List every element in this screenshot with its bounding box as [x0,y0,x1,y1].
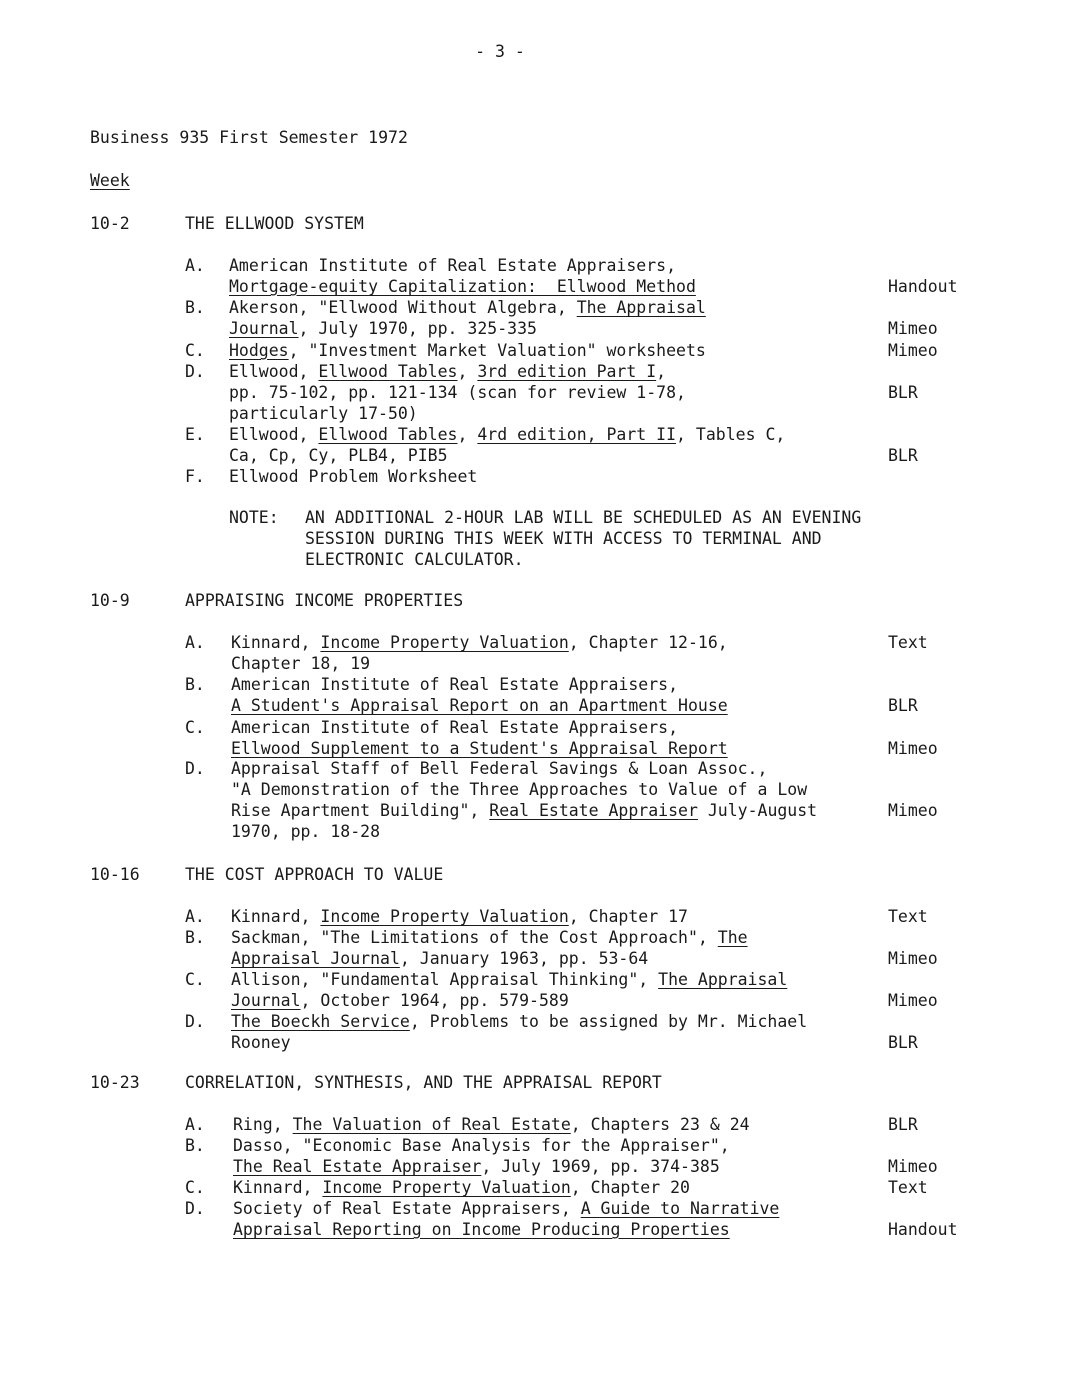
item-letter: D. [185,1012,205,1031]
underlined-title: A Guide to Narrative [580,1199,780,1218]
citation-line [229,383,686,402]
note-line: ELECTRONIC CALCULATOR. [305,550,524,569]
citation-line [229,425,785,444]
citation-text: , Chapter 12-16, [568,633,728,652]
source-type: Mimeo [888,319,938,338]
source-type: Mimeo [888,991,938,1010]
underlined-title: The Boeckh Service [231,1012,410,1031]
citation-text: , Chapter 17 [568,907,688,926]
citation-text: Ca, Cp, Cy, PLB4, PIB5 [229,446,448,465]
source-type: BLR [888,1033,918,1052]
citation-line [231,633,728,652]
item-letter: A. [185,1115,205,1134]
citation-text: Ring, [233,1115,293,1134]
item-letter: D. [185,1199,205,1218]
item-letter: D. [185,362,205,381]
citation-line [233,1199,779,1218]
citation-text: , Chapters 23 & 24 [570,1115,750,1134]
underlined-title: Appraisal Reporting on Income Producing Properties [233,1220,730,1239]
citation-line [233,1115,750,1134]
item-letter: B. [185,928,205,947]
citation-text: Rise Apartment Building", [231,801,490,820]
underlined-title: Income Property Valuation [320,633,569,652]
citation-text: Akerson, "Ellwood Without Algebra, [229,298,577,317]
citation-line [233,1220,730,1239]
citation-line [229,467,477,486]
underlined-title: 3rd edition Part I [477,362,657,381]
citation-line [229,298,706,317]
citation-line [231,949,648,968]
citation-text: Kinnard, [231,907,321,926]
item-letter: A. [185,633,205,652]
citation-text: Dasso, "Economic Base Analysis for the Appraiser", [233,1136,730,1155]
citation-text: , [457,425,478,444]
source-type: Handout [888,277,958,296]
source-type: Mimeo [888,739,938,758]
citation-line [231,718,678,737]
source-type: Mimeo [888,949,938,968]
source-type: Handout [888,1220,958,1239]
citation-text: Kinnard, [231,633,321,652]
underlined-title: 4rd edition, Part II [477,425,677,444]
citation-line [231,907,688,926]
citation-line [229,319,537,338]
citation-line [231,1012,807,1031]
citation-line [231,1033,291,1052]
citation-line [231,822,380,841]
source-type: BLR [888,446,918,465]
citation-text: pp. 75-102, pp. 121-134 (scan for review 1-78, [229,383,686,402]
page-number: - 3 - [475,42,525,61]
underlined-title: The Valuation of Real Estate [292,1115,571,1134]
citation-line [231,780,807,799]
item-letter: D. [185,759,205,778]
citation-text: Allison, "Fundamental Appraisal Thinking", [231,970,659,989]
citation-text: "A Demonstration of the Three Approaches to Value of a Low [231,780,808,799]
underlined-title: The Appraisal [658,970,788,989]
citation-line [231,801,817,820]
citation-text: , October 1964, pp. 579-589 [300,991,569,1010]
citation-text: particularly 17-50) [229,404,418,423]
citation-text: , July 1969, pp. 374-385 [481,1157,720,1176]
course-heading: Business 935 First Semester 1972 [90,128,408,147]
source-type: Text [888,633,928,652]
underlined-title: The [717,928,748,947]
underlined-title: Journal [229,319,299,338]
citation-text: , [457,362,478,381]
source-type: BLR [888,383,918,402]
underlined-title: Ellwood Tables [318,362,458,381]
item-letter: B. [185,1136,205,1155]
underlined-title: The Appraisal [576,298,706,317]
citation-line [231,739,728,758]
item-letter: C. [185,718,205,737]
week-date: 10-2 [90,214,130,233]
underlined-title: Income Property Valuation [322,1178,571,1197]
citation-line [231,696,728,715]
citation-line [231,970,787,989]
citation-text: Society of Real Estate Appraisers, [233,1199,581,1218]
citation-line [231,759,767,778]
item-letter: A. [185,256,205,275]
citation-text: , July 1970, pp. 325-335 [298,319,537,338]
citation-text: , [656,362,667,381]
week-column-header: Week [90,171,130,190]
source-type: BLR [888,696,918,715]
underlined-title: Income Property Valuation [320,907,569,926]
citation-line [229,277,696,296]
citation-line [231,991,569,1010]
source-type: Mimeo [888,1157,938,1176]
week-title: THE ELLWOOD SYSTEM [185,214,364,233]
citation-line [229,446,448,465]
underlined-title: Real Estate Appraiser [489,801,698,820]
item-letter: F. [185,467,205,486]
week-title: APPRAISING INCOME PROPERTIES [185,591,464,610]
item-letter: C. [185,341,205,360]
underlined-title: Appraisal Journal [231,949,400,968]
note-line: SESSION DURING THIS WEEK WITH ACCESS TO TERMINAL AND [305,529,822,548]
underlined-title: The Real Estate Appraiser [233,1157,482,1176]
citation-text: Ellwood, [229,362,319,381]
citation-line [233,1178,690,1197]
citation-text: Chapter 18, 19 [231,654,371,673]
note-label: NOTE: [229,508,279,527]
source-type: Mimeo [888,801,938,820]
citation-line [229,362,666,381]
citation-text: , January 1963, pp. 53-64 [399,949,649,968]
citation-text: July-August [697,801,818,820]
citation-line [233,1136,730,1155]
week-title: THE COST APPROACH TO VALUE [185,865,444,884]
citation-text: Ellwood Problem Worksheet [229,467,478,486]
week-date: 10-23 [90,1073,140,1092]
underlined-title: Ellwood Supplement to a Student's Appraisal Report [231,739,728,758]
item-letter: B. [185,675,205,694]
citation-text: , Tables C, [676,425,786,444]
item-letter: A. [185,907,205,926]
citation-line [229,256,676,275]
citation-text: , Chapter 20 [570,1178,690,1197]
citation-line [231,928,748,947]
citation-text: Kinnard, [233,1178,323,1197]
source-type: Mimeo [888,341,938,360]
citation-line [231,675,678,694]
underlined-title: A Student's Appraisal Report on an Apartment House [231,696,728,715]
item-letter: E. [185,425,205,444]
underlined-title: Hodges [229,341,289,360]
week-date: 10-9 [90,591,130,610]
citation-text: Ellwood, [229,425,319,444]
source-type: Text [888,1178,928,1197]
citation-line [231,654,370,673]
underlined-title: Journal [231,991,301,1010]
citation-text: American Institute of Real Estate Appraisers, [231,718,679,737]
item-letter: C. [185,970,205,989]
week-date: 10-16 [90,865,140,884]
citation-text: Sackman, "The Limitations of the Cost Approach", [231,928,718,947]
citation-text: American Institute of Real Estate Appraisers, [231,675,679,694]
citation-text: Rooney [231,1033,291,1052]
citation-text: American Institute of Real Estate Appraisers, [229,256,677,275]
source-type: Text [888,907,928,926]
citation-text: Appraisal Staff of Bell Federal Savings & Loan Assoc., [231,759,768,778]
week-title: CORRELATION, SYNTHESIS, AND THE APPRAISAL REPORT [185,1073,662,1092]
citation-text: 1970, pp. 18-28 [231,822,381,841]
citation-line [229,341,706,360]
note-line: AN ADDITIONAL 2-HOUR LAB WILL BE SCHEDULED AS AN EVENING [305,508,862,527]
item-letter: B. [185,298,205,317]
citation-text: , Problems to be assigned by Mr. Michael [409,1012,808,1031]
underlined-title: Mortgage-equity Capitalization: Ellwood Method [229,277,696,296]
item-letter: C. [185,1178,205,1197]
citation-line [233,1157,720,1176]
citation-line [229,404,418,423]
source-type: BLR [888,1115,918,1134]
citation-text: , "Investment Market Valuation" worksheets [288,341,706,360]
underlined-title: Ellwood Tables [318,425,458,444]
